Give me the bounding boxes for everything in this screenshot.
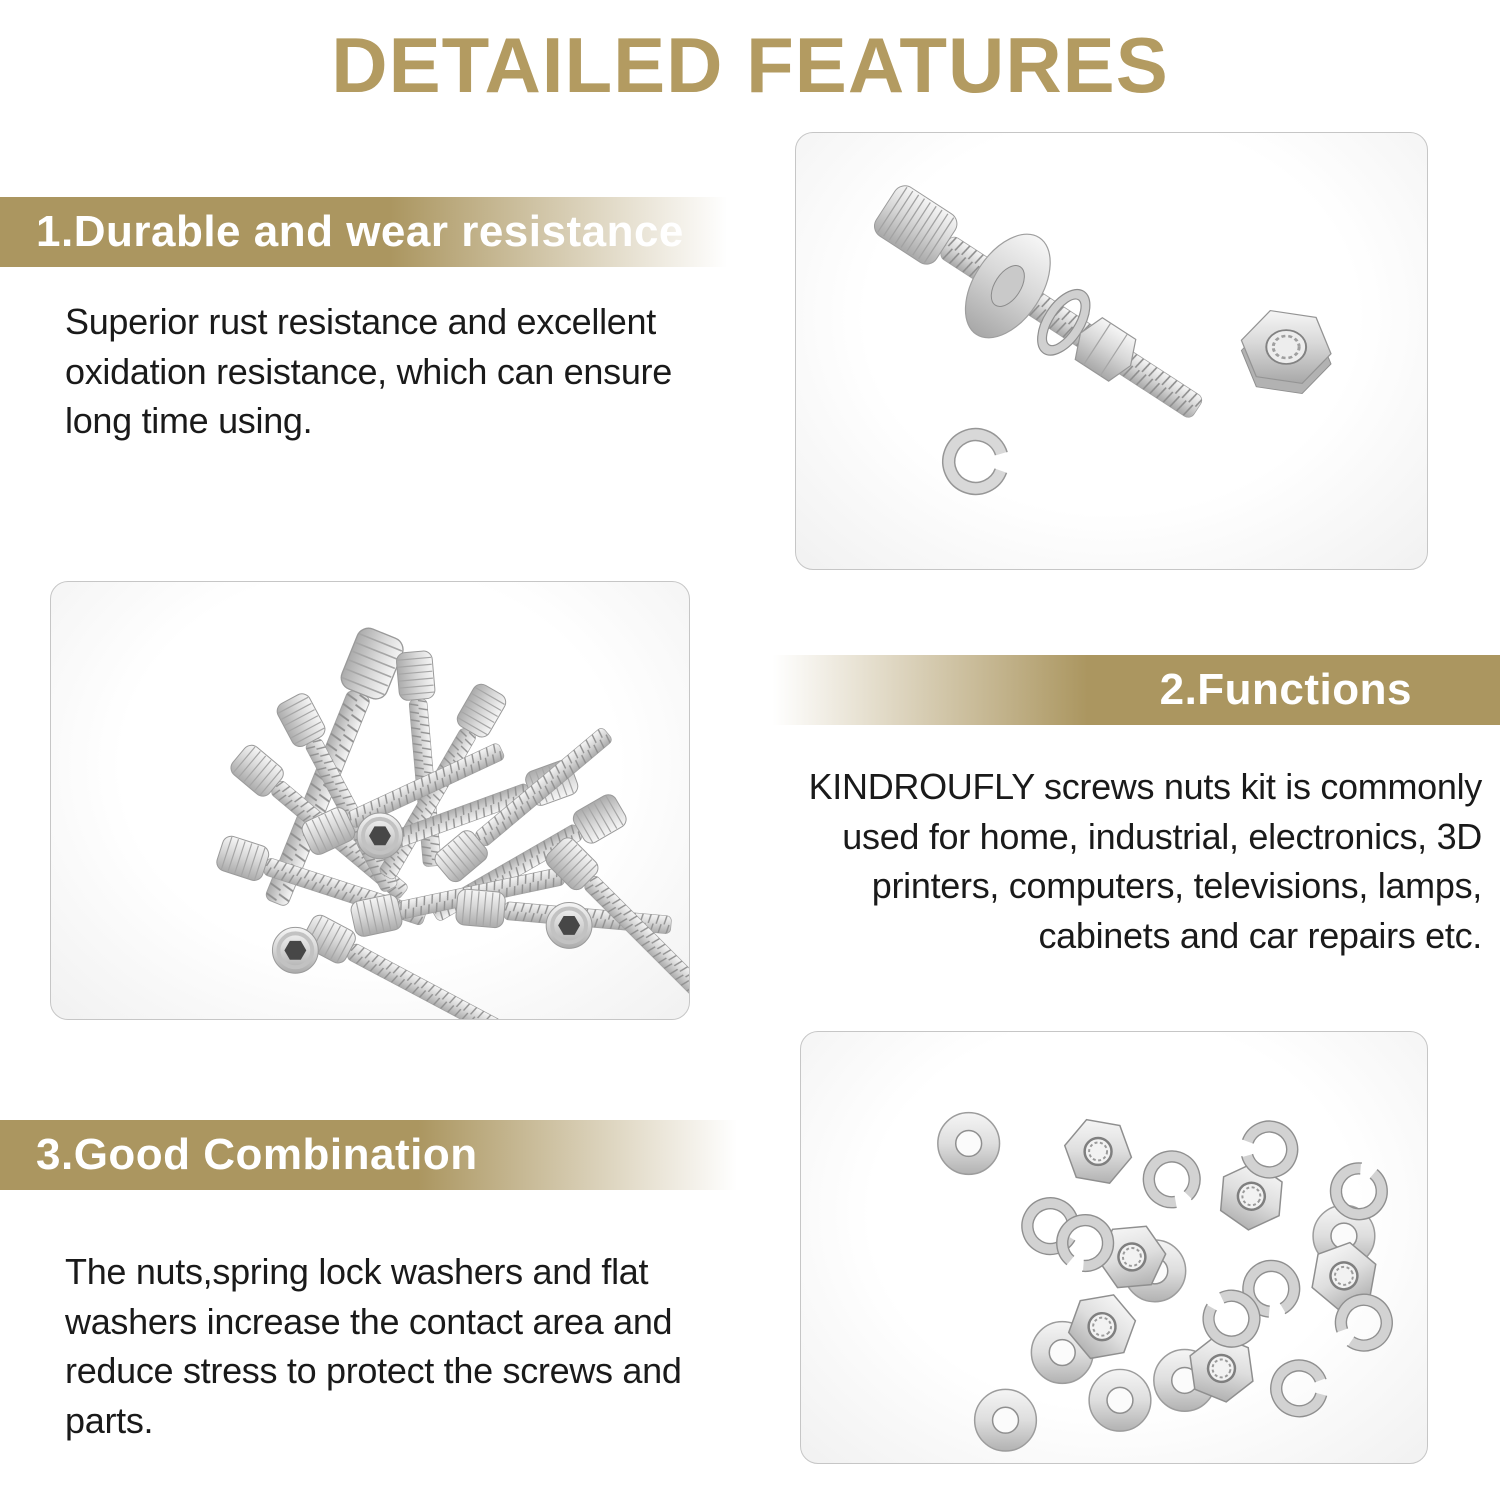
description-line: oxidation resistance, which can ensure — [65, 350, 672, 392]
section-1-heading: 1.Durable and wear resistance — [36, 207, 684, 256]
section-3-heading-banner — [0, 1120, 760, 1190]
page-title: DETAILED FEATURES — [331, 21, 1169, 109]
photo-card-nuts-washers — [800, 1031, 1428, 1464]
section-1-heading-banner — [0, 197, 750, 267]
description-line: cabinets and car repairs etc. — [1038, 915, 1482, 957]
photo-card-screw-assembly — [795, 132, 1428, 570]
section-2-heading-banner — [750, 655, 1500, 725]
screw-assembly-photo — [796, 133, 1427, 569]
description-line: used for home, industrial, electronics, 3D — [842, 815, 1482, 857]
section-2-heading: 2.Functions — [1159, 665, 1412, 714]
description-line: long time using. — [65, 400, 313, 442]
section-3-heading: 3.Good Combination — [36, 1130, 478, 1179]
screws-pile-photo — [51, 582, 689, 1019]
nuts-washers-photo — [801, 1032, 1427, 1463]
photo-card-screws-pile — [50, 581, 690, 1020]
description-line: KINDROUFLY screws nuts kit is commonly — [808, 766, 1482, 807]
section-1-description — [65, 297, 770, 446]
section-3-description — [65, 1247, 770, 1446]
description-line: parts. — [65, 1400, 154, 1442]
description-line: reduce stress to protect the screws and — [65, 1350, 682, 1392]
description-line: Superior rust resistance and excellent — [65, 301, 656, 342]
description-line: printers, computers, televisions, lamps, — [871, 865, 1482, 907]
description-line: The nuts,spring lock washers and flat — [65, 1251, 649, 1292]
section-2-description — [700, 762, 1482, 961]
description-line: washers increase the contact area and — [65, 1300, 673, 1342]
